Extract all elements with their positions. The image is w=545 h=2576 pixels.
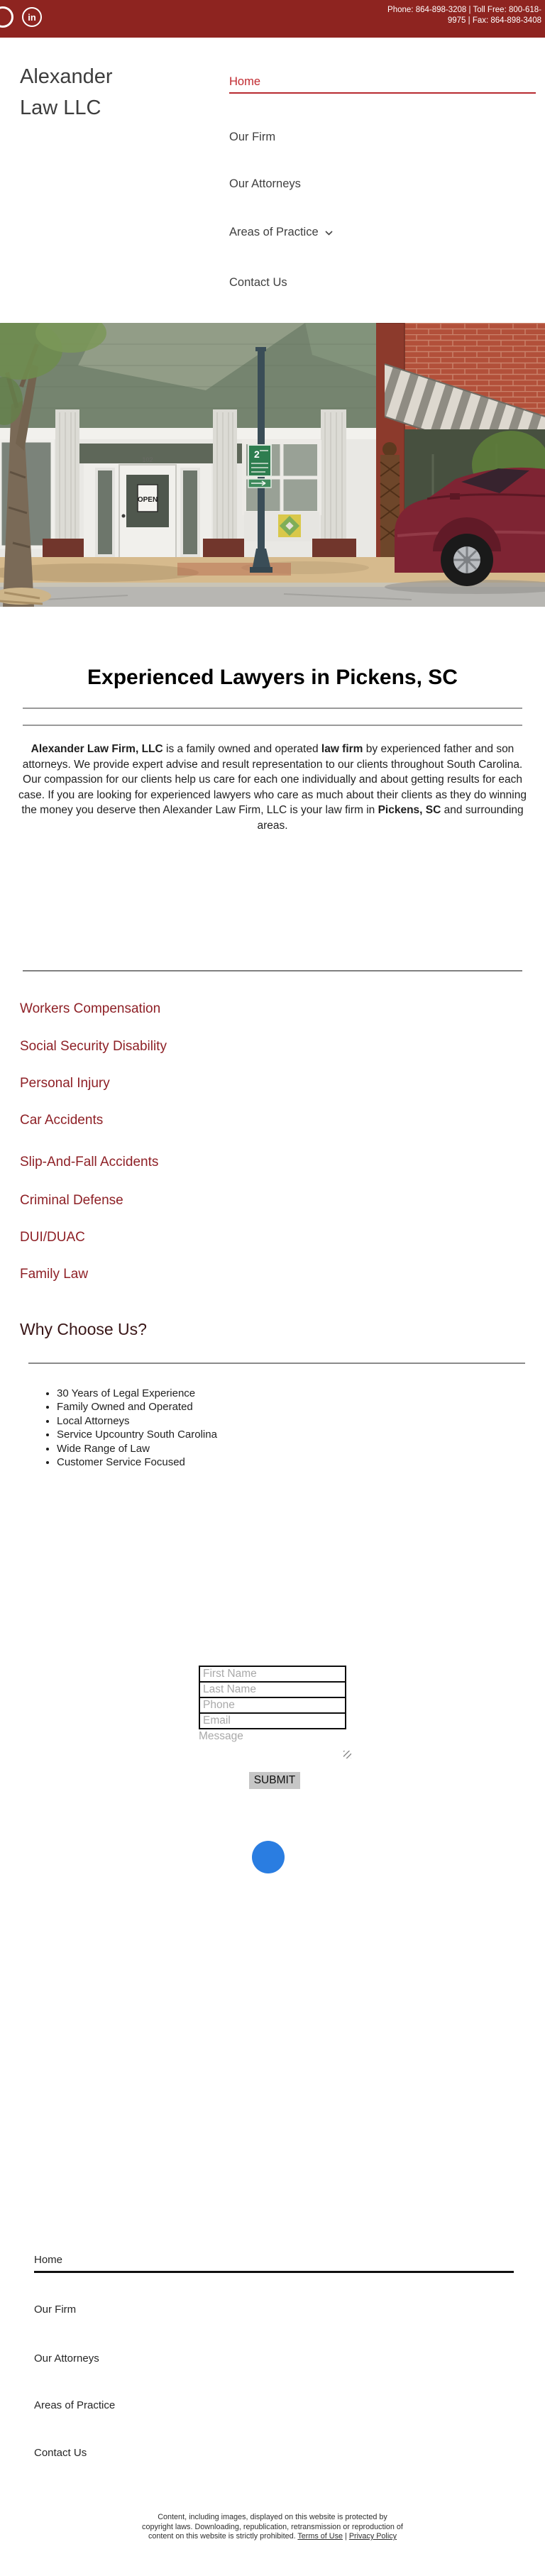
footer-item-areas-of-practice[interactable]: Areas of Practice [34, 2399, 116, 2411]
nav-item-home[interactable]: Home [229, 75, 261, 88]
logo-line1: Alexander [20, 65, 113, 88]
social-circle-icon[interactable] [0, 6, 13, 28]
logo-line2: Law LLC [20, 97, 101, 119]
link-criminal-defense[interactable]: Criminal Defense [20, 1193, 123, 1208]
footer-item-contact-us[interactable]: Contact Us [34, 2447, 87, 2459]
textarea-resize-handle[interactable] [343, 1751, 351, 1758]
intro-text: is a family owned and operated [163, 743, 321, 755]
divider [23, 970, 522, 971]
list-item: • Customer Service Focused [57, 1455, 217, 1469]
list-item: • Family Owned and Operated [57, 1400, 217, 1414]
divider [23, 708, 522, 709]
nav-item-our-firm[interactable]: Our Firm [229, 131, 276, 143]
link-family-law[interactable]: Family Law [20, 1267, 89, 1282]
footer-active-underline [34, 2271, 514, 2273]
intro-text: and surrounding areas. [257, 804, 524, 832]
divider [23, 725, 522, 726]
link-personal-injury[interactable]: Personal Injury [20, 1076, 110, 1091]
email-field[interactable] [199, 1712, 346, 1729]
last-name-field[interactable] [199, 1681, 346, 1698]
link-slip-and-fall-accidents[interactable]: Slip-And-Fall Accidents [20, 1155, 159, 1169]
quilt-square [278, 514, 301, 537]
footer-item-our-attorneys[interactable]: Our Attorneys [34, 2352, 99, 2365]
link-dui-duac[interactable]: DUI/DUAC [20, 1230, 85, 1245]
linkedin-icon[interactable]: in [22, 7, 42, 27]
nav-item-areas-of-practice[interactable] [229, 226, 333, 239]
list-item: • 30 Years of Legal Experience [57, 1387, 217, 1400]
hero-photo [0, 323, 545, 607]
link-separator: | [343, 2532, 349, 2541]
why-choose-us-list [45, 1387, 217, 1469]
link-car-accidents[interactable]: Car Accidents [20, 1113, 104, 1128]
nav-item-areas-of-practice-label: Areas of Practice [229, 226, 319, 238]
link-workers-compensation[interactable]: Workers Compensation [20, 1001, 161, 1016]
link-social-security-disability[interactable]: Social Security Disability [20, 1039, 167, 1054]
page-title: Experienced Lawyers in Pickens, SC [87, 666, 458, 689]
privacy-policy-link[interactable]: Privacy Policy [348, 2532, 397, 2541]
nav-item-our-attorneys[interactable]: Our Attorneys [229, 177, 301, 190]
door-number: 102 [142, 456, 153, 463]
phone-field[interactable] [199, 1697, 346, 1714]
first-name-field[interactable] [199, 1666, 346, 1683]
list-item: • Service Upcountry South Carolina [57, 1428, 217, 1441]
intro-bold-lawfirm: law firm [321, 743, 363, 755]
active-nav-underline [229, 92, 536, 94]
intro-bold-city: Pickens, SC [378, 804, 441, 816]
chat-widget-button[interactable] [252, 1841, 285, 1873]
divider [28, 1363, 525, 1364]
intro-text: by experienced father and son attorneys. We provide expert advise and result representation to our clients throughout South Carolina. Our compassion for our clients help us care for each one individually and about getting results for each case. If you are looking for experienced lawyers who care as much about their clients as they do winning the money you deserve then Alexander Law Firm, LLC is your law firm in [18, 743, 527, 816]
list-item: • Wide Range of Law [57, 1442, 217, 1455]
copyright-notice [141, 2513, 404, 2542]
terms-of-use-link[interactable]: Terms of Use [297, 2532, 343, 2541]
footer-item-our-firm[interactable]: Our Firm [34, 2303, 77, 2316]
intro-paragraph [17, 742, 528, 833]
message-field[interactable] [197, 1729, 351, 1759]
contact-numbers: Phone: 864-898-3208 | Toll Free: 800-618-9975 | Fax: 864-898-3408 [387, 6, 541, 25]
chevron-down-icon [325, 226, 333, 239]
nav-item-contact-us[interactable]: Contact Us [229, 276, 287, 289]
storefront-scene [0, 323, 545, 607]
parking-sign-number: 2 [254, 448, 260, 460]
footer-item-home[interactable]: Home [34, 2254, 63, 2266]
submit-button[interactable]: SUBMIT [249, 1772, 300, 1789]
open-sign: OPEN [137, 496, 158, 504]
intro-bold-firm: Alexander Law Firm, LLC [31, 743, 163, 755]
parking-sign [248, 445, 271, 488]
site-logo[interactable] [20, 61, 113, 123]
top-contact-bar [0, 0, 545, 38]
copyright-text: Content, including images, displayed on this website is protected by copyright laws. Downloading, republication, retransmission or reproduction of content on this website is strictly prohibited. [142, 2513, 403, 2541]
why-choose-us-heading: Why Choose Us? [20, 1320, 147, 1338]
list-item: • Local Attorneys [57, 1414, 217, 1428]
